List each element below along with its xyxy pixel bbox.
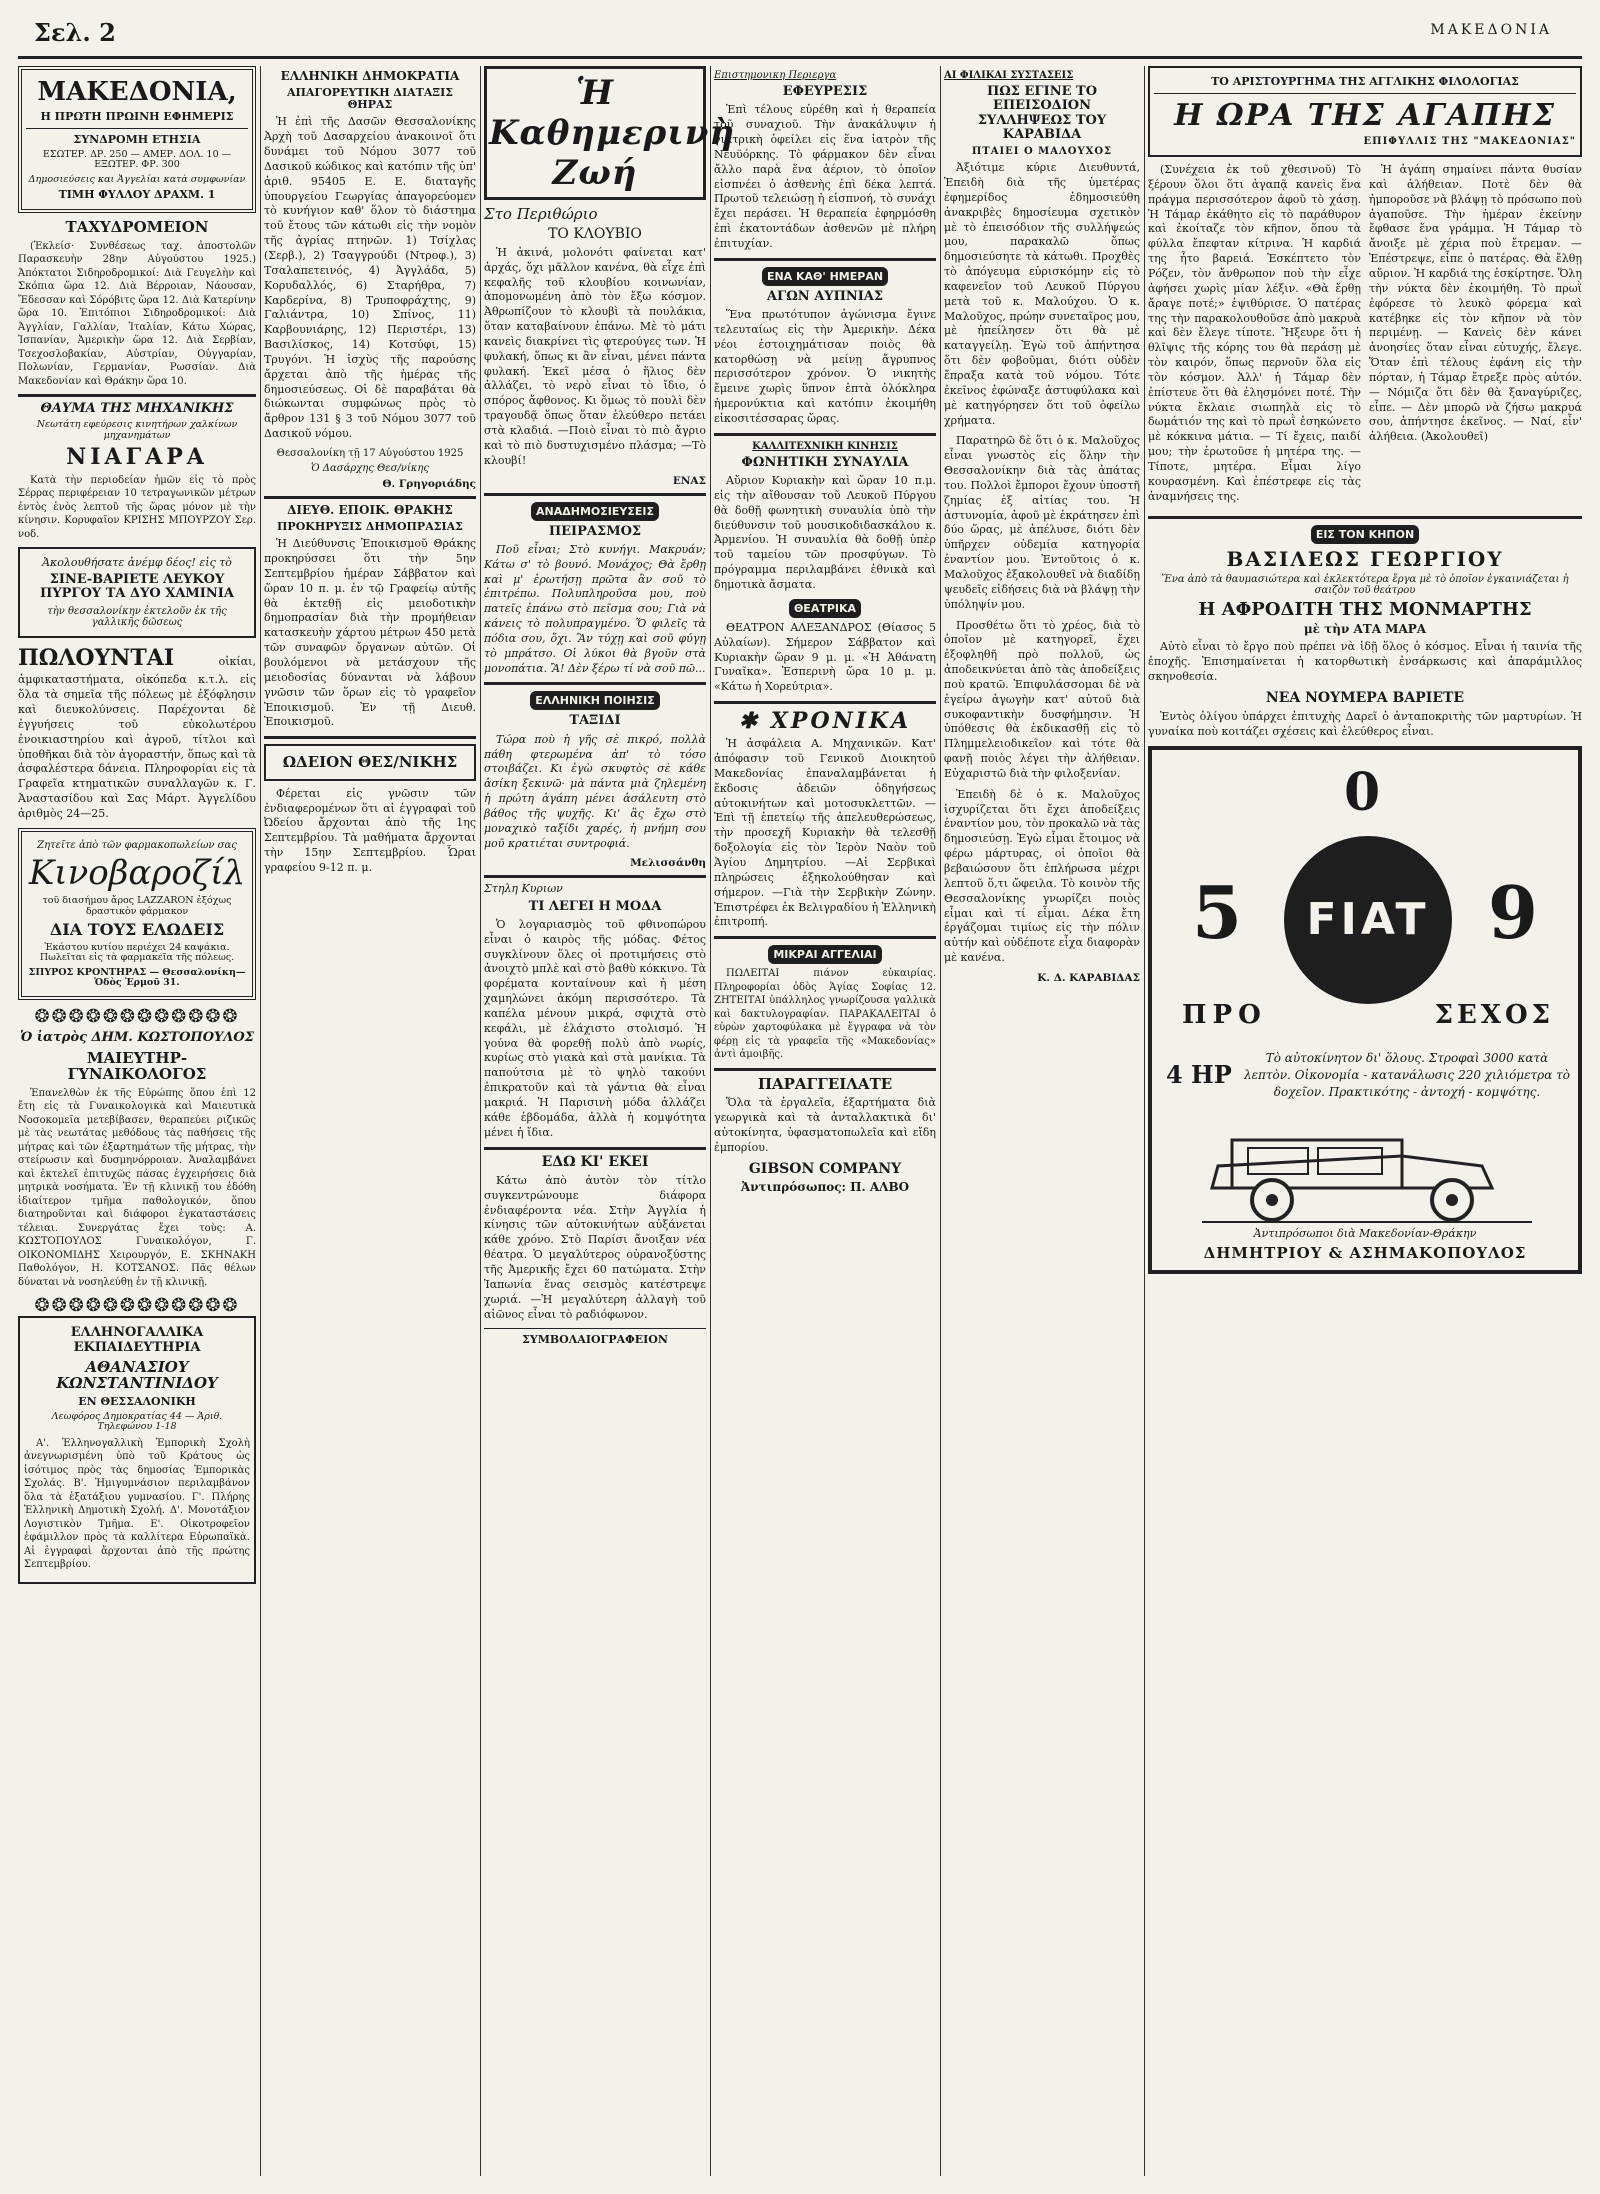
daily-life-banner bbox=[484, 66, 736, 200]
misc-text: Κάτω ἀπὸ ἀυτὸν τὸν τίτλο συγκεντρώνουμε διάφορα ἐνδιαφέροντα νέα. Στὴν Ἀγγλία ἡ κίνησις τῶν αὐτοκινήτων αὐξάνεται κάθε χρόνο. Στὸ Παρίσι ἄνοιξαν νέα θέατρα. Ὁ μεγαλύτερος οὐρανοξύστης τῆς Ἀμερικῆς ἔχει 60 πατώματα. Στὴν Ἰαπωνία ἕνας σεισμὸς κατέστρεψε χωριά. —Ἡ μεγαλύτερη ἀλλαγὴ τοῦ αἰῶνος εἶναι τὸ ραδιόφωνον. bbox=[484, 1173, 706, 1321]
school-title: ΕΛΛΗΝΟΓΑΛΛΙΚΑ ΕΚΠΑΙΔΕΥΤΗΡΙΑ bbox=[70, 1325, 204, 1355]
serial-title: Η ΩΡΑ ΤΗΣ ΑΓΑΠΗΣ bbox=[1174, 98, 1556, 134]
chronicle-title bbox=[714, 709, 936, 733]
concert-text: Αὔριον Κυριακὴν καὶ ὥραν 10 π.μ. εἰς τὴν αἴθουσαν τοῦ Λευκοῦ Πύργου θὰ δοθῇ φωνητικὴ συναυλία ὑπὸ τὴν διεύθυνσιν τοῦ μουσικοδιδασκάλου κ. Ἀρμενίου. Ἡ συναυλία θὰ δοθῇ ὑπὲρ τοῦ ταμείου τῶν προσφύγων. Τὸ πρόγραμμα περιλαμβάνει ἐθνικὰ καὶ δημοτικὰ ἄσματα. bbox=[714, 474, 936, 591]
post-office-title: ΤΑΧΥΔΡΟΜΕΙΟΝ bbox=[65, 218, 209, 237]
concert-title: ΦΩΝΗΤΙΚΗ ΣΥΝΑΥΛΙΑ bbox=[741, 454, 909, 470]
school-ad-box bbox=[18, 1316, 256, 1584]
niagara-name: ΝΙΑΓΑΡΑ bbox=[66, 444, 208, 471]
masthead-box bbox=[18, 66, 256, 213]
poem2-title: ΤΑΞΙΔΙ bbox=[569, 713, 621, 729]
ad-horsepower: 4 ΗΡ bbox=[1166, 1060, 1232, 1090]
pharma-intro: Ζητεῖτε ἀπὸ τῶν φαρμακοπωλείων σας bbox=[37, 839, 237, 851]
column-rule bbox=[260, 66, 261, 2176]
fashion-title: ΤΙ ΛΕΓΕΙ Η ΜΟΔΑ bbox=[528, 898, 662, 914]
week-kicker: ΕΝΑ ΚΑΘ' ΗΜΕΡΑΝ bbox=[762, 267, 888, 286]
orders-text: Ὅλα τὰ ἐργαλεῖα, ἐξαρτήματα διὰ γεωργικὰ καὶ τὰ ἀνταλλακτικὰ δι' αὐτοκίνητα, ὑφασματοπωλεῖα καὶ εἴδη ἐμπορίου. bbox=[714, 1096, 936, 1154]
cage-text: Ἡ ἀκινά, μολονότι φαίνεται κατ' ἀρχάς, ὅχι μᾶλλον κανένα, θὰ εἶχε ἐπὶ κεφαλῆς τοῦ κλουβίου κοινωνίαν, ἀπομονωμένη ἀπὸ τὸν ἔξω κόσμον. Ἀθρωπίζουν τὸ κλουβὶ τὰ πουλάκια, ὅταν καταβαίνουν ἐπάνω. Μὲ τὸ μάτι κανεὶς διακρίνει τὶς φτερούγες των. Ἡ φυλακή, ὅπως κι ἂν εἶναι, μένει πάντα φυλακή. Ἐκεῖ μέσα ὁ ἥλιος δὲν ἀλλάζει, τὸ νερὸ εἶναι τὸ ἴδιο, ὁ σπόρος ἄφθονος. Κι ὅμως τὸ πουλὶ δὲν τραγουδᾷ ὅπως ὅταν ἐλεύθερο πετάει στὰ κλαδιά. —Ποιὸ εἶναι τὸ πιὸ ἄγριο καὶ τὸ πιὸ δυστυχισμένο πλάσμα; —Τὸ κλουβί! bbox=[484, 245, 706, 467]
cinema-ad-intro: Ἀκολουθήσατε ἀνέμφ δέος! εἰς τὸ bbox=[42, 556, 232, 570]
column-6 bbox=[1148, 66, 1582, 2176]
variety-title: ΝΕΑ ΝΟΥΜΕΡΑ ΒΑΡΙΕΤΕ bbox=[1265, 690, 1465, 707]
newspaper-page bbox=[18, 10, 1582, 2180]
subscription-title: ΣΥΝΔΡΟΜΗ ΕΤΗΣΙΑ bbox=[73, 132, 201, 146]
column-1 bbox=[18, 66, 256, 2176]
misc-footer: ΣΥΜΒΟΛΑΙΟΓΡΑΦΕΙΟΝ bbox=[522, 1333, 668, 1347]
cage-title: ΤΟ ΚΛΟΥΒΙΟ bbox=[548, 225, 642, 242]
tender-head: ΔΙΕΥΘ. ΕΠΟΙΚ. ΘΡΑΚΗΣ bbox=[287, 502, 453, 517]
doctor-text: Ἐπανελθὼν ἐκ τῆς Εὐρώπης ὅπου ἐπὶ 12 ἔτη εἰς τὰ Γυναικολογικὰ καὶ Μαιευτικὰ Νοσοκομεῖα μετεβίβασεν, θεραπεύει ριζικῶς μὲ τὰς νεωτάτας μεθόδους τὰς παθήσεις τῆς μήτρας καὶ τῶν ἐξαρτημάτων τῆς μήτρας, τὴν στείρωσιν καὶ δυσμηνόρροιαν. Ἀναλαμβάνει καὶ ἐκτελεῖ ἐπιτυχῶς πάσας ἐγχειρήσεις διὰ μητρικὰ νοσήματα. Ἐν τῇ κλινικῇ του ἐδόθη ἰδιαίτερον τμῆμα παθολογικόν, ὅπου διατηροῦνται καὶ διάφοροι ἐγκαταστάσεις τέλειαι. Συνεργάτας ἔχει τοὺς: Α. ΚΩΣΤΟΠΟΥΛΟΣ Γυναικολόγον, Γ. ΟΙΚΟΝΟΜΙΔΗΣ Χειρουργόν, Ε. ΣΚΗΝΑΚΗ Παθολόγον, Η. ΚΟΤΣΑΝΟΣ. Πᾶς θέλων δύναται νὰ νοσηλεύθῃ ἐν τῇ κλινικῇ. bbox=[18, 1087, 256, 1288]
sale-lead: ΠΩΛΟΥΝΤΑΙ bbox=[18, 644, 175, 671]
niagara-text: Κατὰ τὴν περιοδείαν ἡμῶν εἰς τὸ πρὸς Σέρρας περιφέρειαν 10 τετραγωνικῶν μέτρων ἐντὸς ἑνὸς λεπτοῦ τῆς ὥρας μόνον μὲ τὴν κίνησιν. Κορυφαῖον ΚΡΙΣΗΣ ΜΠΟΥΡΖΟΥ Σερ. νοδ. bbox=[18, 474, 256, 540]
poem2-text: Τώρα ποὺ ἡ γῆς σὲ πικρό, πολλὰ πάθη φτερωμένα ἀπ' τὸ τόσο στοιβάζει. Κι ἐγὼ σκυφτὸς σὲ κάθε ἀσίκη ξεκινῶ· μὰ πάντα μιὰ ζηλεμένη ἡ πρώτη ἀγάπη μένει ἀσάλευτη στὸ βάθος τῆς ψυχῆς. Κι' ἂς ἔχω στὸ μοναχικὸ ταξίδι χαρές, ἡ μνήμη σου μοῦ κρατιέται συντροφιά. bbox=[484, 732, 706, 850]
theatre-kicker: ΘΕΑΤΡΙΚΑ bbox=[789, 599, 861, 618]
small-ads-text: ΠΩΛΕΙΤΑΙ πιάνον εὐκαιρίας. Πληροφορίαι ὁδὸς Ἁγίας Σοφίας 12. ΖΗΤΕΙΤΑΙ ὑπάλληλος γνωρίζουσα γαλλικὰ καὶ δακτυλογραφίαν. ΠΑΡΑΚΑΛΕΙΤΑΙ ὁ εὑρὼν χαρτοφύλακα μὲ ἔγγραφα νὰ τὸν φέρῃ εἰς τὰ γραφεῖα τῆς «Μακεδονίας» ἀντὶ ἀμοιβῆς. bbox=[714, 968, 936, 1061]
cinema-ad-name: ΣΙΝΕ-ΒΑΡΙΕΤΕ ΛΕΥΚΟΥ ΠΥΡΓΟΥ ΤΑ ΔΥΟ ΧΑΜΙΝΙΑ bbox=[40, 572, 234, 602]
episode-text-4: Ἐπειδὴ δὲ ὁ κ. Μαλοῦχος ἰσχυρίζεται ὅτι ἔχει ἀποδείξεις ἐναντίον μου, τὸν προκαλῶ νὰ τὰς δημοσιεύσῃ. Ἐγὼ εἶμαι ἔτοιμος νὰ φέρω μάρτυρας, οἱ ὁποῖοι θὰ βεβαιώσουν ὅτι ἐπλήρωσα μέχρι λεπτοῦ ὅ,τι ὤφειλα. Τὸ κοινὸν τῆς Θεσσαλονίκης γνωρίζει ποιὸς εἶμαι καὶ τί εἶμαι. Δέκα ἔτη ἐργάζομαι τιμίως εἰς τὴν πόλιν αὐτήν καὶ οὐδέποτε εἶχα διαφορὰν μὲ κανένα. bbox=[944, 787, 1140, 965]
school-name: ΑΘΑΝΑΣΙΟΥ ΚΩΝΣΤΑΝΤΙΝΙΔΟΥ bbox=[56, 1357, 218, 1393]
ad-number-top: 0 bbox=[1344, 762, 1381, 824]
cinema-intro: Ἕνα ἀπὸ τὰ θαυμασιώτερα καὶ ἐκλεκτότερα ἔργα μὲ τὸ ὁποῖον ἐγκαινιάζεται ἡ σαιζὸν τοῦ θεάτρου bbox=[1161, 573, 1569, 596]
small-ads-kicker: ΜΙΚΡΑΙ ΑΓΓΕΛΙΑΙ bbox=[768, 945, 881, 964]
decree-office: Ὁ Δασάρχης Θεσ/νίκης bbox=[311, 462, 429, 474]
cinema-kicker: ΕΙΣ ΤΟΝ ΚΗΠΟΝ bbox=[1311, 525, 1419, 544]
odeion-text: Φέρεται εἰς γνῶσιν τῶν ἐνδιαφερομένων ὅτι αἱ ἐγγραφαὶ τοῦ Ὠδείου ἄρχονται ἀπὸ τῆς 1ης Σεπτεμβρίου. Τὰ μαθήματα ἄρχονται τὴν 15ην Σεπτεμβρίου. Ὧραι γραφείου 9-12 π. μ. bbox=[264, 786, 476, 874]
pharma-desc: τοῦ διασήμου ἄρος LAZZARON ἐξόχως δραστικὸν φάρμακον bbox=[42, 895, 232, 917]
school-city: ΕΝ ΘΕΣΣΑΛΟΝΙΚΗ bbox=[78, 1394, 196, 1408]
ad-representative-name: ΔΗΜΗΤΡΙΟΥ & ΑΣΗΜΑΚΟΠΟΥΛΟΣ bbox=[1203, 1244, 1527, 1263]
decree-text: Ἡ ἐπὶ τῆς Δασῶν Θεσσαλονίκης Ἀρχὴ τοῦ Δασαρχείου ἀνακοινοῖ ὅτι δυνάμει τοῦ Νόμου 3077 τοῦ Δασικοῦ κώδικος καὶ κατόπιν τῆς ὑπ' ἀριθ. 95405 Ε. Ε. διαταγῆς ὑπουργείου Γεωργίας ἀπαγορεύομεν τὸ κυνήγιον καθ' ὅλον τὸ διάστημα τοῦ ἔτους τῶν κάτωθι εἰς τὴν νομὸν τῆς ἀγρίας πτηνῶν. 1) Τσίχλας (Σερβ.), 2) Τσαγγρούδι (Ντροφ.), 3) Τσαλαπετεινός, 4) Ἀγγλάδα, 5) Κορυδαλλός, 6) Σταρήθρα, 7) Καρδερίνα, 8) Τρυποφράχτης, 9) Γαλιάντρα, 10) Σπίνος, 11) Καρβουνιάρης, 12) Περιστέρι, 13) Βασιλίσκος, 14) Κοτσύφι, 15) Τρυγόνι. Ἡ ἰσχὺς τῆς παρούσης ἄρχεται ἀπὸ τῆς ἡμέρας τῆς δημοσιεύσεως. Οἱ δὲ παραβάται θὰ διώκωνται συμφώνως πρὸς τὸ ἄρθρον 131 § 3 τοῦ Νόμου 3077 τοῦ Δασικοῦ νόμου. bbox=[264, 115, 476, 441]
ad-pro: ΠΡΟ bbox=[1182, 1000, 1267, 1031]
variety-text: Ἐντὸς ὀλίγου ὑπάρχει ἐπιτυχὴς Δαρεῖ ὁ ἀνταποκριτὴς τῶν μαρτυρίων. Ἡ γυναίκα ποὺ κοιτάζει σχέσεις καὶ ἐλεύθερος εἶναι. bbox=[1148, 710, 1582, 739]
issue-price: ΤΙΜΗ ΦΥΛΛΟΥ ΔΡΑΧΜ. 1 bbox=[58, 188, 216, 202]
odeion-title: ΩΔΕΙΟΝ ΘΕΣ/ΝΙΚΗΣ bbox=[282, 753, 458, 772]
episode-text-1: Ἀξιότιμε κύριε Διευθυντά, Ἐπειδὴ διὰ τῆς ὑμετέρας ἐφημερίδος ἐδημοσιεύθη ἀνακριβὲς δημοσίευμα σχετικὸν μὲ τὸ ἐπεισόδιον τῆς συλλήψεώς μου, παρακαλῶ ὅπως δημοσιεύσητε τὰ κάτωθι. Προχθὲς τὸ ἀπόγευμα εὑρισκόμην εἰς τὸ καφενεῖον τοῦ Λευκοῦ Πύργου μετὰ τοῦ κ. Μαλούχου. Ὁ κ. Μαλοῦχος, πρώην συνεταῖρος μου, μὲ ἠπείλησεν ὅτι θὰ μὲ καταγγείλῃ. Ἐγὼ τοῦ ἀπήντησα ὅτι δὲν φοβοῦμαι, διότι οὐδὲν ἔπραξα κατὰ τοῦ νόμου. Τότε ἐκεῖνος ἐφώναξε ἀστυφύλακα καὶ μὲ κατηγόρησεν ὅτι τοῦ ὀφείλω χρήματα. bbox=[944, 161, 1140, 427]
subscription-note: Δημοσιεύσεις και Ἀγγελίαι κατὰ συμφωνίαν bbox=[28, 173, 246, 185]
pharma-tag: ΔΙΑ ΤΟΥΣ ΕΛΩΔΕΙΣ bbox=[49, 920, 225, 940]
chronicle-text: Ἡ ἀσφάλεια Α. Μηχανικῶν. Κατ' ἀπόφασιν τοῦ Γενικοῦ Διοικητοῦ Μακεδονίας ἐπαναλαμβάνεται ἡ ἔκδοσις ἀδειῶν ὁδηγήσεως αὐτοκινήτων καὶ μοτοσυκλεττῶν. —Ἐπὶ τῇ ἐπετείῳ τῆς ἀπελευθερώσεως, τὴν προσεχῆ Κυριακὴν θὰ τελεσθῇ δοξολογία εἰς τὸν Ἱερὸν Ναὸν τοῦ Ἁγίου Δημητρίου. —Αἱ Σερβικαὶ πληρώσεις ἐξηκολούθησαν καὶ σήμερον. —Γιὰ τὴν Σερβικὴν Ζώνην. Ἐπιστρέφει ἐκ Βελιγραδίου ἡ Ἑλληνικὴ ἐπιτροπή. bbox=[714, 737, 936, 929]
sale-notice bbox=[18, 644, 256, 822]
decree-signature: Θ. Γρηγοριάδης bbox=[382, 477, 476, 490]
page-number: Σελ. 2 bbox=[34, 18, 116, 47]
fashion-kicker: Στηλη Κυριων bbox=[484, 882, 563, 896]
poem2-kicker: ΕΛΛΗΝΙΚΗ ΠΟΙΗΣΙΣ bbox=[530, 691, 660, 710]
serial-text-b: Ἡ ἀγάπη σημαίνει πάντα θυσίαν καὶ ἀλήθειαν. Ποτὲ δὲν θὰ ἠμποροῦσε νὰ βλάψῃ τὸ πρόσωπο ποὺ ἀγαποῦσε. Τὴν ἡμέραν ἐκείνην ἔφθασε ἕνα γράμμα. Ἡ Τάμαρ τὸ ἄνοιξε μὲ χέρια ποὺ ἔτρεμαν. — Ἐπέστρεψε, εἶπε ὁ πατέρας. Θὰ ἔλθῃ αὔριον. Ἡ καρδιά της ἐσκίρτησε. Ὅλη τὴν νύκτα δὲν ἐκοιμήθη. Τὸ πρωῒ ἐφόρεσε τὸ λευκὸ φόρεμα καὶ κατέβηκε εἰς τὸν κῆπον νὰ τὸν περιμένῃ. — Κανεὶς δὲν κάνει ἀνοησίες ὅταν εἶναι εὐτυχής, ἔλεγε. Ὅταν ἐπὶ τέλους ἐφάνη εἰς τὴν πόρταν, ἡ Τάμαρ ἔτρεξε πρὸς αὐτόν. — Νόμιζα ὅτι δὲν θὰ ξαναγύριζες, εἶπε. — Δὲν μπορῶ νὰ ζήσω μακρυά σου, ἀπήντησε ἐκεῖνος. — Ναί, εἶν' ἀλήθεια. (Ἀκολουθεῖ) bbox=[1369, 163, 1582, 444]
week-title: ΑΓΩΝ ΑΥΠΝΙΑΣ bbox=[766, 288, 884, 304]
science-kicker: Επιστημονικη Περιεργα bbox=[714, 70, 837, 81]
decree-date: Θεσσαλονίκη τῇ 17 Αὐγούστου 1925 bbox=[276, 447, 464, 459]
episode-text-2: Παρατηρῶ δὲ ὅτι ὁ κ. Μαλοῦχος εἶναι γνωστὸς εἰς ὅλην τὴν Θεσσαλονίκην διὰ τὰς ἀπάτας του. Πολλοὶ ἔμποροι ἔχουν ὑποστῆ ζημίας ἐξ αἰτίας του. Ἡ ἀστυνομία, ἀφοῦ μὲ ἐκράτησεν ἐπὶ δύο ὥρας, μὲ ἀπέλυσε, διότι δὲν ὑπῆρχεν οὐδεμία κατηγορία ἐναντίον μου. Ἐντοῦτοις ὁ κ. Μαλοῦχος ἐξακολουθεῖ νὰ διαδίδῃ ψευδεῖς εἰδήσεις διὰ νὰ βλάψῃ τὴν ὑπόληψίν μου. bbox=[944, 434, 1141, 611]
ad-representative-intro: Ἀντιπρόσωποι διὰ Μακεδονίαν-Θράκην bbox=[1253, 1227, 1477, 1241]
page-header bbox=[18, 10, 1582, 59]
cinema-star: μὲ τὴν ΑΤΑ ΜΑΡΑ bbox=[1303, 622, 1427, 637]
sale-text: οἰκίαι, ἀμφικαταστήματα, οἰκόπεδα κ.τ.λ. εἰς ὅλα τὰ σημεῖα τῆς πόλεως μὲ ἐξόφλησιν καὶ διευκολύνσεις. Παρέχονται δὲ ἐγγυήσεις τοῦ εὐκολωτέρου ἐνοικιαστηρίου καὶ ἀγροῦ, τίτλοι καὶ ὑποθῆκαι διὰ τὸν ἀγοραστήν, ὅπως καὶ τὰ ἀσφαλέστερα δάνεια. Πληροφορίαι εἰς τὰ Γραφεῖα κτηματικῶν συναλλαγῶν κ. Γ. Ἀναστασίδου καὶ Σας Μάρτ. Ἀγγελίδου ἀριθμὸς 24—25. bbox=[18, 654, 256, 821]
episode-signature: Κ. Δ. ΚΑΡΑΒΙΔΑΣ bbox=[1037, 971, 1140, 984]
niagara-intro: Νεωτάτη εφεύρεσις κινητήρων χαλκίνων μηχανημάτων bbox=[36, 419, 238, 441]
cage-signature: ΕΝΑΣ bbox=[672, 474, 706, 487]
cage-kicker: Στο Περιθώριο bbox=[484, 205, 598, 223]
column-3 bbox=[484, 66, 736, 2176]
post-office-text: (Ἐκλείσ· Συνθέσεως ταχ. ἀποστολῶν Παρασκευὴν 28ην Αὐγούστου 1925.) Ἀπόκτατοι Σιδηροδρομικοί: Διὰ Γευγελὴν καὶ Σκόπια ὥρα 12. Διὰ Βέρροιαν, Νάουσαν, Ἔδεσσαν καὶ Σόρόβιτς ὥρα 12. Διὰ Κατερίνην ὥρα 10. Ἐπιτόπιοι Σιδηροδρομικοί: Διὰ Ἀγγλίαν, Γαλλίαν, Ἰταλίαν, Κάτω Χώρας, Ἰσπανίαν, Ἀμερικὴν ὥρα 12. Διὰ Σερβίαν, Τσεχοσλοβακίαν, Αὐστρίαν, Οὐγγαρίαν, Πολωνίαν, Γερμανίαν, Ρωσσίαν. Διὰ Μακεδονίαν καὶ Θράκην ὥρα 10. bbox=[18, 240, 256, 387]
column-5 bbox=[944, 66, 1140, 2176]
poem1-kicker: ΑΝΑΔΗΜΟΣΙΕΥΣΕΙΣ bbox=[531, 502, 659, 521]
column-rule bbox=[1144, 66, 1145, 2176]
column-2 bbox=[264, 66, 476, 2176]
episode-byline: ΠΤΑΙΕΙ Ο ΜΑΛΟΥΧΟΣ bbox=[971, 146, 1113, 158]
column-rule bbox=[710, 66, 711, 2176]
decree-head: ΕΛΛΗΝΙΚΗ ΔΗΜΟΚΡΑΤΙΑ bbox=[280, 69, 460, 83]
odeion-title-box bbox=[264, 744, 476, 781]
misc-kicker: ΕΔΩ ΚΙ' ΕΚΕΙ bbox=[541, 1153, 649, 1170]
orders-firm: GIBSON COMPANY bbox=[748, 1160, 902, 1177]
banner-title: Ἡ Καθημερινὴ Ζωή bbox=[489, 73, 736, 193]
column-4 bbox=[714, 66, 936, 2176]
decree-title: ΑΠΑΓΟΡΕΥΤΙΚΗ ΔΙΑΤΑΞΙΣ ΘΗΡΑΣ bbox=[286, 86, 454, 112]
science-title: ΕΦΕΥΡΕΣΙΣ bbox=[782, 84, 868, 99]
tender-text: Ἡ Διεύθυνσις Ἐποικισμοῦ Θράκης προκηρύσσει ὅτι τὴν 5ην Σεπτεμβρίου ἡμέραν Σάββατον καὶ ὥραν 10 π. μ. ἐν τῷ Γραφείῳ αὐτῆς θὰ ἐκτεθῇ εἰς μειοδοτικὴν δημοπρασίαν διὰ τὴν προμήθειαν κατασκευὴν χάρτου μέτρων 450 μετὰ τῶν συναφῶν ὄργανων αὐτῶν. Οἱ βουλόμενοι νὰ μετάσχουν τῆς μειοδοσίας δύνανται νὰ λάβουν γνῶσιν τῶν ὅρων εἰς τὸ γραφεῖον Ἐποικισμοῦ. Ἐν τῇ Διευθ. Ἐποικισμοῦ. bbox=[264, 537, 476, 729]
tender-title: ΠΡΟΚΗΡΥΞΙΣ ΔΗΜΟΠΡΑΣΙΑΣ bbox=[277, 520, 463, 534]
doctor-pre: Ὁ ἰατρὸς ΔΗΜ. ΚΩΣΤΟΠΟΥΛΟΣ bbox=[20, 1030, 254, 1046]
ad-spec: Τὸ αὐτοκίνητον δι' ὅλους. Στροφαὶ 3000 κατὰ λεπτὸν. Οἰκονομία - κατανάλωσις 220 χιλιόμετρα τὸ δοχεῖον. Πρακτικότης - ἀντοχή - κομψότης. bbox=[1243, 1051, 1571, 1099]
poem1-title: ΠΕΙΡΑΣΜΟΣ bbox=[548, 523, 642, 539]
ornament-border: ❂❂❂❂❂❂❂❂❂❂❂❂ bbox=[34, 1006, 240, 1028]
episode-kicker: ΑΙ ΦΙΛΙΚΑΙ ΣΥΣΤΑΣΕΙΣ bbox=[944, 70, 1074, 81]
header-mark: ΜΑΚΕΔΟΝΙΑ bbox=[1430, 22, 1552, 38]
school-address: Λεωφόρος Δημοκρατίας 44 — Ἀριθ. Τηλεφώνου 1-18 bbox=[51, 1410, 223, 1433]
column-rule bbox=[940, 66, 941, 2176]
pharma-name: Κινοβαροζίλ bbox=[28, 852, 246, 893]
theatre-text: ΘΕΑΤΡΟΝ ΑΛΕΞΑΝΔΡΟΣ (Θίασος 5 Αὐλαίων). Σήμερον Σάββατον καὶ Κυριακὴν ὥραν 9 μ. μ. «Ἡ Ἀθάνατη Γυναῖκα». Ἑσπερινὴ ὥρα 10 μ. μ. «Κάτω ἡ Χορεύτρια». bbox=[714, 620, 936, 694]
concert-kicker: ΚΑΛΛΙΤΕΧΝΙΚΗ ΚΙΝΗΣΙΣ bbox=[752, 440, 898, 452]
episode-text-3: Προσθέτω ὅτι τὸ χρέος, διὰ τὸ ὁποῖον μὲ κατηγορεῖ, ἔχει ἐξοφληθῆ πρὸ πολλοῦ, ὡς ἀποδεικνύεται ἀπὸ τὰς ἀποδείξεις ποὺ κρατῶ. Ἐπιφυλάσσομαι δὲ νὰ ἐγείρω ἀγωγὴν κατ' αὐτοῦ διὰ συκοφαντικὴν δυσφήμησιν. Ἡ ὑπόθεσις θὰ ἐκδικασθῇ εἰς τὸ Πλημμελειοδικεῖον καὶ τότε θὰ φανῇ ποιὸς λέγει τὴν ἀλήθειαν. Εὐχαριστῶ διὰ τὴν φιλοξενίαν. bbox=[944, 618, 1140, 780]
poem1-text: Ποῦ εἶναι; Στὸ κυνήγι. Μακρυάν; Κάτω σ' τὸ βουνό. Μονάχος; Θὰ ἔρθῃ καὶ μ' ἐρωτήσῃ πρῶτα ἂν σοῦ τὸ ἐπιτρέπω. Πολυπληροῦσα μου, ποὺ πατεῖς ἐπάνω στὸ πεῖσμα σου; Γιὰ νὰ κάνεις τὸ πολυπραγμένο. Ὅ φιλεῖς τὰ πόδια σου, ὄχι. Ἂν τύχῃ καὶ σοῦ φύγῃ τὸ μπράτσο. Οἱ λύκοι θὰ βγοῦν στὰ μονοπάτια. Ἂ! Δὲν ξέρω τί νὰ σοῦ πῶ... bbox=[484, 542, 706, 675]
fashion-text: Ὁ λογαριασμὸς τοῦ φθινοπώρου εἶναι ὁ καιρὸς τῆς μόδας. Φέτος συγκλίνουν ὅλες οἱ προτιμήσεις στὸ ἀνοιχτὸ μπλὲ καὶ στὸ βαθὺ κόκκινο. Τὰ φορέματα κονταίνουν καὶ ἡ μέση χαμηλώνει ἀκόμη περισσότερο. Τὰ καπέλα μένουν μικρά, σφιχτὰ στὸ κεφάλι, μὲ ἐλάχιστο στολισμό. Ἡ γούνα θὰ φορεθῇ πολὺ ἀπὸ νωρίς, κυρίως στὸ γιακὰ καὶ στὰ μανίκια. Τὰ παπούτσια μὲ τὸ ψηλὸ τακούνι ἐπικρατοῦν καὶ τὰ γάντια θὰ εἶναι μακριά. Ἡ Παρισινὴ μόδα ἀλλάζει κάθε ἑβδομάδα, ἀλλὰ ἡ κομψότητα μένει ἡ ἴδια. bbox=[484, 917, 706, 1139]
episode-title: ΠΩΣ ΕΓΙΝΕ ΤΟ ΕΠΕΙΣΟΔΙΟΝ ΣΥΛΛΗΨΕΩΣ ΤΟΥ ΚΑΡΑΒΙΔΑ bbox=[977, 84, 1107, 142]
masthead-title: ΜΑΚΕΔΟΝΙΑ, bbox=[37, 77, 237, 107]
chronicle-title-text: ΧΡΟΝΙΚΑ bbox=[770, 708, 912, 735]
cinema-ad-sub: τὴν θεσσαλονίκην ἐκτελοῦν ἐκ τῆς γαλλικῆς δῶσεως bbox=[47, 605, 227, 628]
ad-sexos: ΣΕΧΟΣ bbox=[1434, 1000, 1554, 1031]
serial-subtitle: ΕΠΙΦΥΛΛΙΣ ΤΗΣ "ΜΑΚΕΔΟΝΙΑΣ" bbox=[1363, 136, 1576, 148]
cinema-ad-box bbox=[18, 547, 256, 638]
cinema-venue: ΒΑΣΙΛΕΩΣ ΓΕΩΡΓΙΟΥ bbox=[1226, 546, 1504, 571]
subscription-rates: ΕΣΩΤΕΡ. ΔΡ. 250 — ΑΜΕΡ. ΔΟΛ. 10 — ΕΞΩΤΕΡ. ΦΡ. 300 bbox=[42, 148, 232, 171]
pharma-agent: ΣΠΥΡΟΣ ΚΡΟΝΤΗΡΑΣ — Θεσσαλονίκη—Ὁδὸς Ἐρμοῦ 31. bbox=[28, 966, 246, 989]
fiat-ad bbox=[1148, 746, 1582, 1274]
ad-number-left: 5 bbox=[1192, 870, 1243, 956]
poem2-signature: Μελισσάνθη bbox=[630, 857, 706, 870]
fiat-logo: FIAT bbox=[1284, 836, 1452, 1004]
pharma-ad-box bbox=[18, 828, 256, 1001]
masthead-subtitle: Η ΠΡΩΤΗ ΠΡΩΙΝΗ ΕΦΗΜΕΡΙΣ bbox=[40, 109, 234, 123]
doctor-title: ΜΑΙΕΥΤΗΡ-ΓΥΝΑΙΚΟΛΟΓΟΣ bbox=[67, 1048, 207, 1084]
star-icon: ✱ bbox=[738, 708, 761, 735]
car-illustration-icon bbox=[1192, 1126, 1542, 1226]
niagara-title: ΘΑΥΜΑ ΤΗΣ ΜΗΧΑΝΙΚΗΣ bbox=[40, 401, 234, 417]
cinema-film: Η ΑΦΡΟΔΙΤΗ ΤΗΣ ΜΟΝΜΑΡΤΗΣ bbox=[1198, 598, 1532, 620]
ornament-border: ❂❂❂❂❂❂❂❂❂❂❂❂ bbox=[34, 1295, 240, 1317]
science-text: Ἐπὶ τέλους εὐρέθη καὶ ἡ θεραπεία τοῦ συναχιοῦ. Τὴν ἀνακάλυψιν ἡ γιατρικὴ ὀφείλει εἰς ἕνα ἰατρὸν τῆς Νευϋόρκης. Τὸ φάρμακον δὲν εἶναι ἄλλο παρὰ ἕνα ἀέριον, τὸ ὁποῖον εἰσπνέει ὁ ἀσθενὴς ἐπὶ δέκα λεπτά. Πρωτοῦ τελειώσῃ ἡ εἰσπνοή, τὸ συνάχι ἔχει περάσει. Ἡ θεραπεία ἐφηρμόσθη ἐπὶ ἑκατοντάδων ἀσθενῶν μὲ πλήρη ἐπιτυχίαν. bbox=[714, 103, 936, 250]
serial-box bbox=[1148, 66, 1582, 157]
orders-agent: Ἀντιπρόσωπος: Π. ΑΛΒΟ bbox=[740, 1179, 910, 1194]
orders-title: ΠΑΡΑΓΓΕΙΛΑΤΕ bbox=[757, 1074, 893, 1093]
column-rule bbox=[480, 66, 481, 2176]
pharma-note: Ἐκάστου κυτίου περιέχει 24 καψάκια. Πωλεῖται εἰς τὰ φαρμακεῖα τῆς πόλεως. bbox=[39, 941, 235, 964]
serial-columns bbox=[1148, 163, 1582, 510]
ad-number-right: 9 bbox=[1487, 870, 1538, 956]
week-text: Ἕνα πρωτότυπον ἀγώνισμα ἔγινε τελευταίως εἰς τὴν Ἀμερικὴν. Δέκα νέοι ἐστοιχημάτισαν ποιὸς θὰ κατορθώσῃ νὰ μείνῃ ἄγρυπνος περισσότερον χρόνον. Ὁ νικητὴς ἔμεινε χωρὶς ὕπνον ἑπτὰ ὁλόκληρα ἡμερονύκτια καὶ κατόπιν ἐκοιμήθη εἰκοσιτέσσαρας ὥρας. bbox=[714, 308, 936, 425]
serial-kicker: ΤΟ ΑΡΙΣΤΟΥΡΓΗΜΑ ΤΗΣ ΑΓΓΛΙΚΗΣ ΦΙΛΟΛΟΓΙΑΣ bbox=[1211, 75, 1519, 88]
cinema-text: Αὐτὸ εἶναι τὸ ἔργο ποὺ πρέπει νὰ ἰδῇ ὅλος ὁ κόσμος. Εἶναι ἡ ταινία τῆς ἐποχῆς. Ἐπισημαίνεται ἡ κατορθωτικὴ ἐνσάρκωσις καὶ ἀπαράμιλλος σκηνοθεσία. bbox=[1148, 640, 1582, 684]
school-text: Α'. Ἑλληνογαλλικὴ Ἐμπορικὴ Σχολὴ ἀνεγνωρισμένη ὑπὸ τοῦ Κράτους ὡς ἰσότιμος πρὸς τὰς δημοσίας Ἐμπορικὰς Σχολάς. Β'. Ἡμιγυμνάσιον περιλαμβάνον ὅλα τὰ ἑξατάξιου γυμνασίου. Γ'. Πλήρης Ἑλληνικὴ Δημοτικὴ Σχολή. Δ'. Μονοτάξιον Λογιστικὸν Τμῆμα. Ε'. Οἰκοτροφεῖον ἐφάμιλλον πρὸς τὰ καλλίτερα Εὐρωπαϊκὰ. Αἱ ἐγγραφαὶ ἄρχονται ἀπὸ τῆς πρώτης Σεπτεμβρίου. bbox=[24, 1437, 250, 1571]
serial-text-a: (Συνέχεια ἐκ τοῦ χθεσινοῦ) Τὸ ξέρουν ὅλοι ὅτι ἀγαπᾷ κανεὶς ἕνα πράγμα περισσότερον ἀφοῦ τὸ χάσῃ. Ἡ Τάμαρ ἐκάθητο εἰς τὸ παράθυρον καὶ ἐκοίταζε τὸν κῆπον, ὅπου τὰ φύλλα ἔπεφταν κίτρινα. Ἡ καρδιά της ἦτο βαρειά. Ἐσκέπτετο τὸν Ρόζεν, τὸν ἄνθρωπον ποὺ τὴν εἶχε ἀφήσει χωρὶς μίαν λέξιν. «Θὰ ἔρθῃ ἄραγε ποτέ;» ἐψιθύρισε. Ὁ πατέρας της τὴν παρακολουθοῦσε ἀπὸ μακρυὰ καὶ δὲν ἔλεγε τίποτε. Ἤξευρε ὅτι ἡ θλῖψις τῆς κόρης του θὰ περάσῃ μὲ τὸν καιρόν, ὅπως περνοῦν ὅλα εἰς τὸν κόσμον. Ἀλλ' ἡ Τάμαρ δὲν ἐπίστευε ὅτι θὰ ἐλησμόνει ποτέ. Τὴν νύκτα ἔκλαιε σιωπηλὰ εἰς τὸ δωμάτιόν της καὶ τὸ πρωῒ ἐσηκώνετο μὲ κόκκινα μάτια. — Τί ἔχεις, παιδί μου; τὴν ἐρωτοῦσε ἡ μητέρα της. — Τίποτε, μητέρα. Εἶμαι λίγο κουρασμένη. Καὶ ἐπέστρεφε εἰς τὰς ἀναμνήσεις της. bbox=[1148, 163, 1361, 503]
